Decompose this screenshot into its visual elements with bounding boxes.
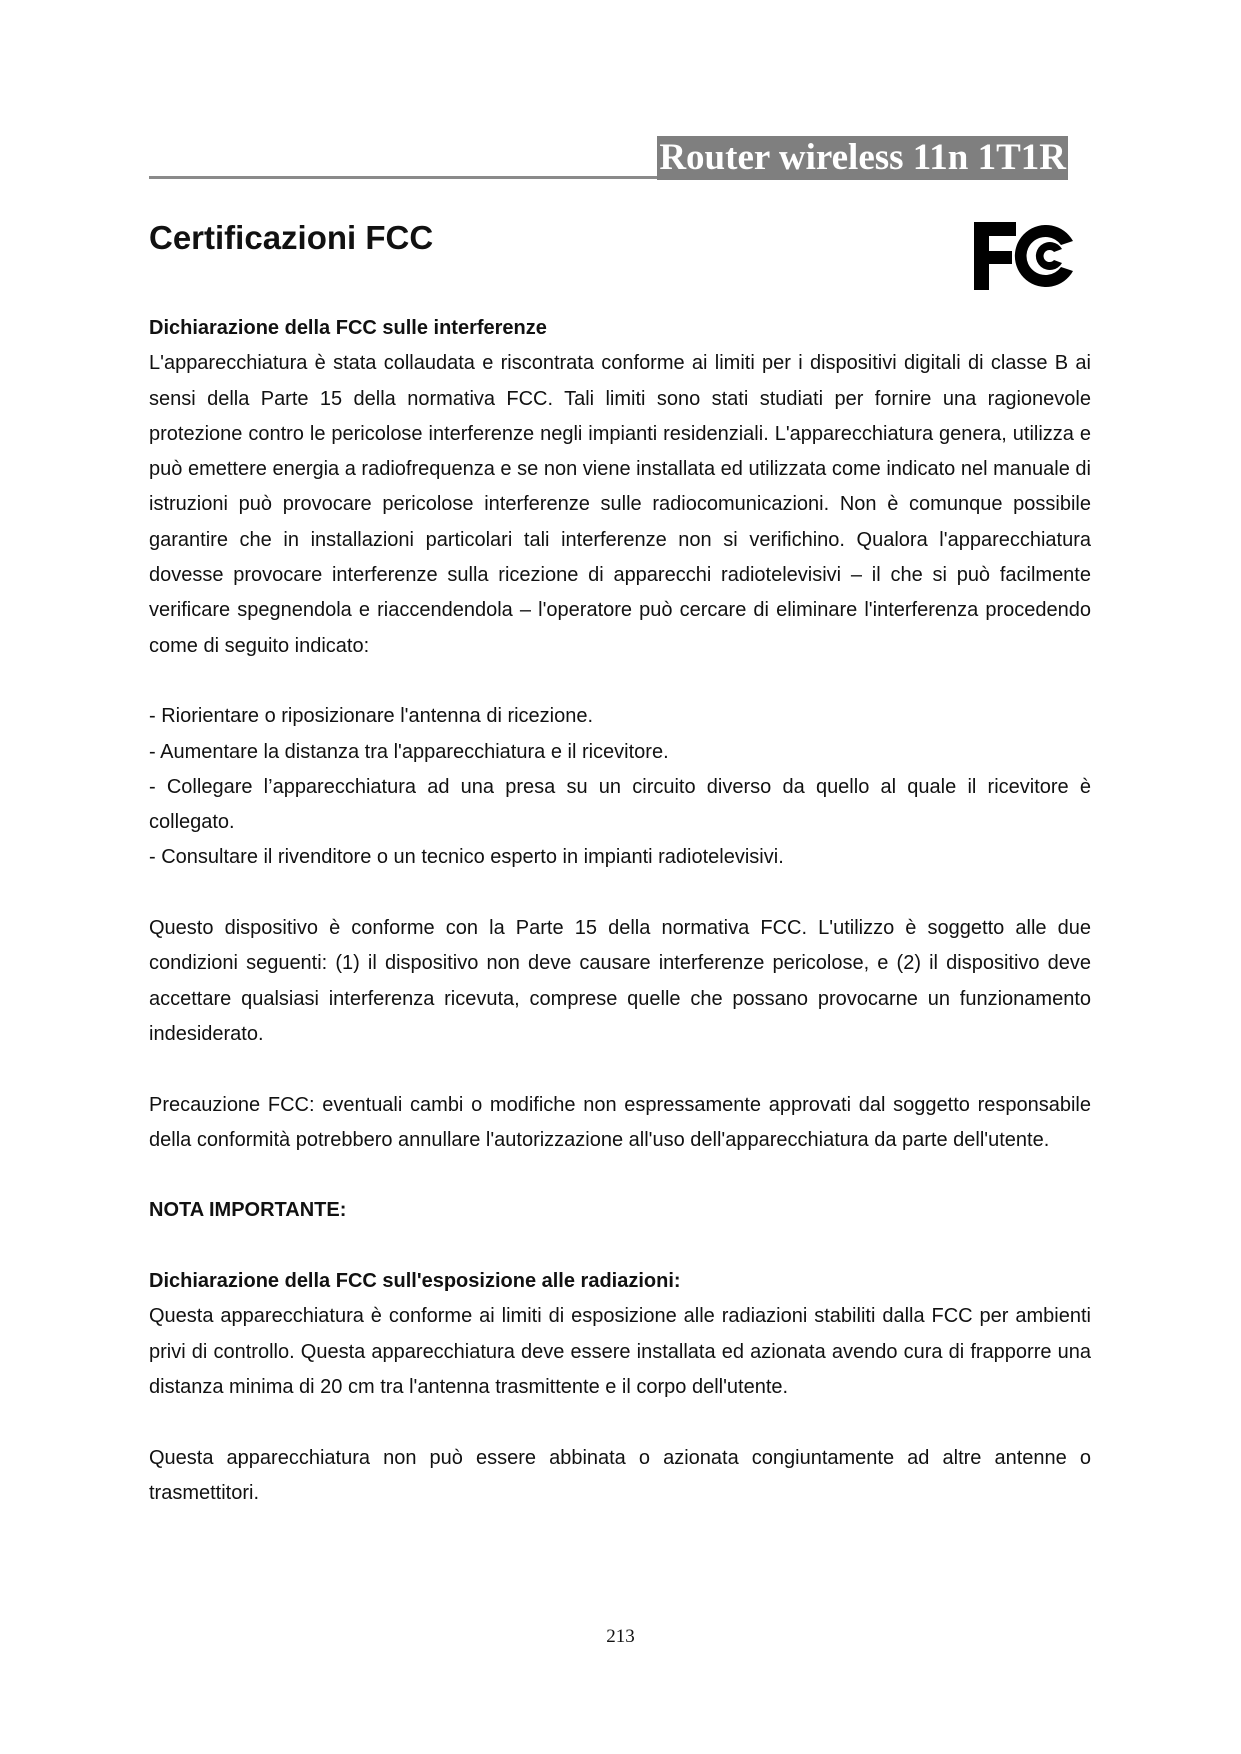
- spacer: [149, 876, 1091, 911]
- final-paragraph: Questa apparecchiatura non può essere abbinata o azionata congiuntamente ad altre antenne o trasmettitori.: [149, 1446, 1091, 1504]
- spacer: [149, 1229, 1091, 1264]
- document-body: [149, 311, 1091, 1511]
- page-number: 213: [606, 1626, 635, 1647]
- spacer: [149, 1405, 1091, 1440]
- page-title: Certificazioni FCC: [149, 219, 434, 256]
- spacer: [149, 1052, 1091, 1087]
- compliance-paragraph: Questo dispositivo è conforme con la Parte 15 della normativa FCC. L'utilizzo è soggetto alle due condizioni seguenti: (1) il dispositivo non deve causare interferenze pericolose, e (2) il dispositivo deve accettare qualsiasi interferenza ricevuta, comprese quelle che possano provocarne un funzionamento indesiderato.: [149, 917, 1091, 1045]
- radiation-paragraph: Questa apparecchiatura è conforme ai limiti di esposizione alle radiazioni stabiliti dalla FCC per ambienti privi di controllo. Questa apparecchiatura deve essere installata ed azionata avendo cura di frapporre una distanza minima di 20 cm tra l'antenna trasmittente e il corpo dell'utente.: [149, 1305, 1091, 1398]
- important-note-heading: NOTA IMPORTANTE:: [149, 1199, 347, 1222]
- measures-list: [149, 699, 1091, 875]
- list-item: - Consultare il rivenditore o un tecnico esperto in impianti radiotelevisivi.: [149, 846, 784, 869]
- interference-paragraph: L'apparecchiatura è stata collaudata e riscontrata conforme ai limiti per i dispositivi digitali di classe B ai sensi della Parte 15 della normativa FCC. Tali limiti sono stati studiati per fornire una ragionevole protezione contro le pericolose interferenze negli impianti residenziali. L'apparecchiatura genera, utilizza e può emettere energia a radiofrequenza e se non viene installata ed utilizzata come indicato nel manuale di istruzioni può provocare pericolose interferenze sulle radiocomunicazioni. Non è comunque possibile garantire che in installazioni particolari tali interferenze non si verifichino. Qualora l'apparecchiatura dovesse provocare interferenze sulla ricezione di apparecchi radiotelevisivi – il che si può facilmente verificare spegnendola e riaccendendola – l'operatore può cercare di eliminare l'interferenza procedendo come di seguito indicato:: [149, 352, 1091, 657]
- section-heading-radiation: Dichiarazione della FCC sull'esposizione alle radiazioni:: [149, 1270, 681, 1293]
- caution-paragraph: Precauzione FCC: eventuali cambi o modifiche non espressamente approvati dal soggetto responsabile della conformità potrebbero annullare l'autorizzazione all'uso dell'apparecchiatura da parte dell'utente.: [149, 1093, 1091, 1151]
- list-item: - Aumentare la distanza tra l'apparecchiatura e il ricevitore.: [149, 740, 669, 763]
- list-item: - Riorientare o riposizionare l'antenna di ricezione.: [149, 705, 594, 728]
- list-item: - Collegare l’apparecchiatura ad una presa su un circuito diverso da quello al quale il ricevitore è collegato.: [149, 775, 1091, 834]
- fcc-logo-icon: [972, 216, 1082, 296]
- section-heading-interference: Dichiarazione della FCC sulle interferenze: [149, 317, 547, 339]
- spacer: [149, 1158, 1091, 1193]
- spacer: [149, 664, 1091, 699]
- header-title: Router wireless 11n 1T1R: [659, 137, 1066, 178]
